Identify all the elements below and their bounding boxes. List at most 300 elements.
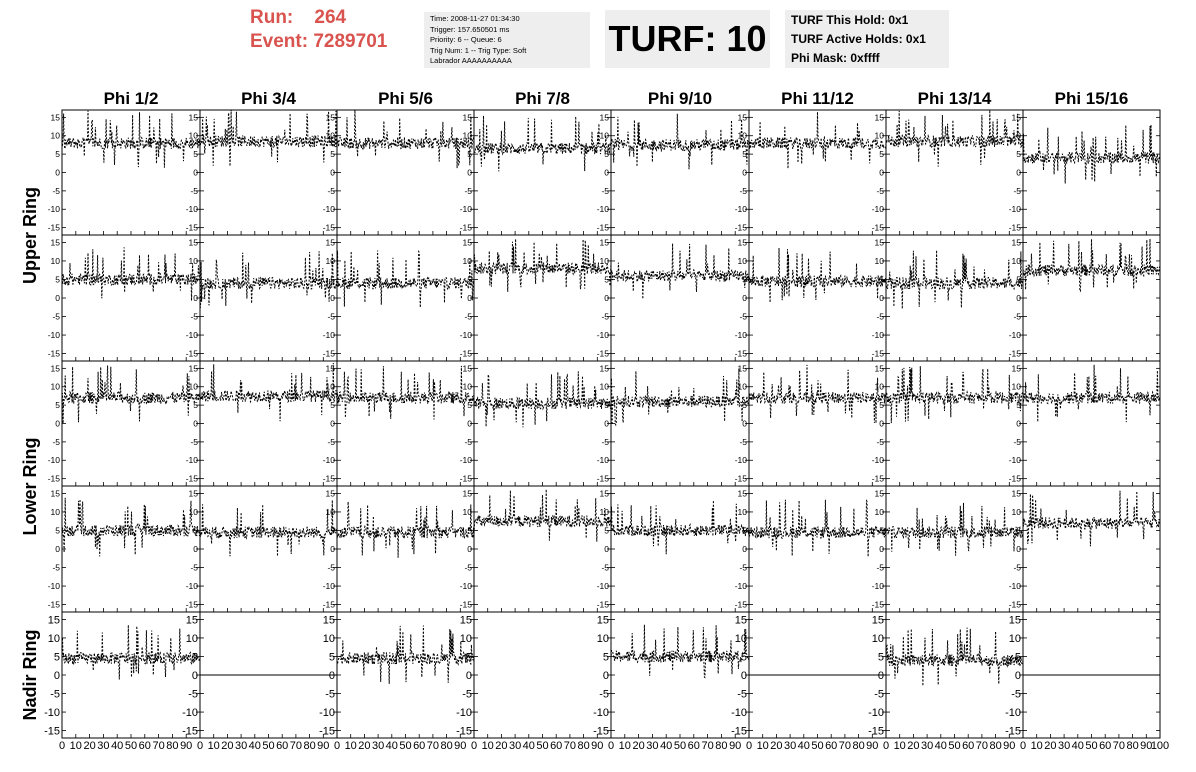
x-tick-label: 20	[83, 740, 96, 752]
y-tick-label: 10	[596, 632, 609, 645]
y-tick-label: 10	[874, 381, 884, 392]
y-tick-label: -5	[601, 185, 609, 196]
y-tick-label: 10	[737, 506, 747, 517]
y-tick-label: -5	[876, 185, 884, 196]
x-tick-label: 100	[1150, 740, 1170, 752]
x-tick-label: 60	[138, 740, 151, 752]
x-tick-label: 50	[399, 740, 412, 752]
x-tick-label: 60	[550, 740, 563, 752]
y-tick-label: 15	[325, 488, 335, 499]
waveform-line	[337, 251, 474, 308]
y-tick-label: 0	[193, 292, 198, 303]
y-tick-label: 10	[188, 130, 198, 141]
waveform-line	[474, 489, 611, 541]
y-tick-label: 10	[1011, 506, 1021, 517]
x-tick-label: 90	[729, 740, 742, 752]
y-tick-label: 0	[467, 543, 472, 554]
info-trig-num: Trig Num: 1 -- Trig Type: Soft	[430, 45, 527, 55]
y-tick-label: -5	[876, 311, 884, 322]
y-tick-label: 10	[50, 381, 60, 392]
y-tick-label: 10	[1011, 130, 1021, 141]
y-tick-label: 5	[1016, 525, 1021, 536]
x-tick-label: 0	[196, 740, 204, 752]
x-tick-label: 10	[481, 740, 494, 752]
y-tick-label: -10	[734, 330, 747, 341]
y-tick-label: 15	[50, 112, 60, 123]
y-tick-label: -15	[731, 725, 747, 738]
y-tick-label: -15	[459, 348, 472, 359]
y-tick-label: 0	[465, 669, 472, 682]
x-tick-label: 10	[618, 740, 631, 752]
y-tick-label: -10	[185, 455, 198, 466]
waveform-line	[886, 250, 1023, 308]
y-tick-label: -15	[1008, 599, 1021, 610]
y-tick-label: 10	[50, 130, 60, 141]
y-tick-label: 15	[462, 112, 472, 123]
x-tick-label: 50	[262, 740, 275, 752]
panel-frame	[62, 361, 200, 486]
y-tick-label: -10	[44, 706, 60, 719]
x-tick-label: 30	[234, 740, 248, 752]
y-tick-label: -15	[1008, 222, 1021, 233]
panel-frame	[886, 361, 1023, 486]
x-tick-label: 20	[1044, 740, 1057, 752]
y-tick-label: -15	[1008, 473, 1021, 484]
y-tick-label: -10	[185, 581, 198, 592]
y-tick-label: 15	[874, 488, 884, 499]
x-tick-label: 60	[962, 740, 975, 752]
x-tick-label: 40	[522, 740, 535, 752]
info-priority: Priority: 6 -- Queue: 6	[430, 35, 502, 44]
x-tick-label: 40	[248, 740, 261, 752]
y-tick-label: 5	[330, 525, 335, 536]
y-tick-label: -10	[596, 455, 609, 466]
y-tick-label: -10	[185, 330, 198, 341]
y-tick-label: -10	[182, 706, 198, 719]
event-value: 7289701	[313, 31, 388, 52]
y-tick-label: -10	[1008, 330, 1021, 341]
waveform-line	[337, 110, 474, 168]
x-tick-label: 40	[111, 740, 124, 752]
waveform-line	[62, 247, 200, 300]
y-tick-label: -10	[1005, 706, 1021, 719]
y-tick-label: 0	[602, 669, 609, 682]
y-tick-label: -15	[47, 348, 60, 359]
x-tick-label: 80	[852, 740, 865, 752]
y-tick-label: -10	[1008, 581, 1021, 592]
x-tick-label: 10	[893, 740, 906, 752]
y-tick-label: 10	[1008, 632, 1021, 645]
y-tick-label: -5	[601, 562, 609, 573]
x-tick-label: 70	[838, 740, 852, 752]
y-tick-label: -5	[190, 311, 198, 322]
y-tick-label: -15	[185, 473, 198, 484]
y-tick-label: -15	[734, 599, 747, 610]
y-tick-label: -5	[327, 562, 335, 573]
x-tick-label: 90	[1003, 740, 1016, 752]
x-tick-label: 20	[358, 740, 371, 752]
waveform-line	[1023, 365, 1160, 422]
y-tick-label: 0	[193, 167, 198, 178]
x-tick-label: 20	[221, 740, 234, 752]
y-tick-label: -10	[593, 706, 609, 719]
y-tick-label: -15	[459, 222, 472, 233]
y-tick-label: 0	[53, 669, 60, 682]
panel-frame	[1023, 486, 1160, 612]
y-tick-label: -5	[599, 688, 609, 701]
y-tick-label: 5	[330, 149, 335, 160]
y-tick-label: 0	[467, 292, 472, 303]
y-tick-label: 5	[193, 525, 198, 536]
y-tick-label: 10	[325, 130, 335, 141]
y-tick-label: 15	[737, 237, 747, 248]
y-tick-label: 0	[742, 292, 747, 303]
y-tick-label: -15	[459, 599, 472, 610]
x-tick-label: 80	[303, 740, 316, 752]
y-tick-label: 5	[330, 274, 335, 285]
y-tick-label: 0	[604, 543, 609, 554]
x-tick-label: 40	[660, 740, 673, 752]
y-tick-label: 5	[55, 400, 60, 411]
y-tick-label: 0	[879, 292, 884, 303]
y-tick-label: 15	[596, 614, 609, 627]
panel-frame	[749, 361, 886, 486]
y-tick-label: 15	[599, 112, 609, 123]
y-tick-label: 15	[1008, 614, 1021, 627]
y-tick-label: 15	[1011, 363, 1021, 374]
y-tick-label: 0	[1016, 543, 1021, 554]
info-time: Time: 2008-11-27 01:34:30	[430, 14, 520, 23]
y-tick-label: 10	[50, 506, 60, 517]
y-tick-label: -5	[188, 688, 198, 701]
x-tick-label: 40	[385, 740, 398, 752]
y-tick-label: 10	[734, 632, 747, 645]
y-tick-label: -10	[731, 706, 747, 719]
y-tick-label: 5	[742, 274, 747, 285]
run-label: Run:	[250, 7, 294, 28]
x-tick-label: 50	[124, 740, 138, 752]
y-tick-label: -15	[593, 725, 609, 738]
x-tick-label: 70	[289, 740, 303, 752]
y-tick-label: 0	[604, 292, 609, 303]
y-tick-label: -10	[319, 706, 335, 719]
waveform-line	[62, 111, 200, 168]
y-tick-label: 5	[879, 274, 884, 285]
y-tick-label: -5	[464, 311, 472, 322]
y-tick-label: 15	[462, 363, 472, 374]
panel-frame	[337, 361, 474, 486]
y-tick-label: -15	[734, 348, 747, 359]
y-tick-label: 15	[188, 363, 198, 374]
y-tick-label: -5	[601, 436, 609, 447]
waveform-line	[611, 625, 749, 678]
y-tick-label: -10	[322, 330, 335, 341]
y-tick-label: 10	[188, 506, 198, 517]
y-tick-label: -10	[322, 581, 335, 592]
y-tick-label: 0	[193, 418, 198, 429]
waveform-line	[749, 365, 886, 423]
y-tick-label: 15	[47, 614, 60, 627]
panel-frame	[62, 110, 200, 235]
y-tick-label: -5	[876, 562, 884, 573]
y-tick-label: -10	[459, 204, 472, 215]
phi-mask: Phi Mask: 0xffff	[791, 51, 880, 65]
y-tick-label: -5	[739, 436, 747, 447]
y-tick-label: 5	[193, 149, 198, 160]
y-tick-label: 5	[879, 525, 884, 536]
y-tick-label: -10	[596, 581, 609, 592]
x-tick-label: 80	[166, 740, 179, 752]
y-tick-label: -5	[464, 185, 472, 196]
waveform-line	[611, 114, 749, 170]
y-tick-label: 0	[742, 543, 747, 554]
waveform-line	[200, 110, 337, 167]
y-tick-label: 5	[1016, 149, 1021, 160]
x-tick-label: 50	[673, 740, 687, 752]
y-tick-label: 15	[737, 488, 747, 499]
waveform-line	[200, 251, 337, 307]
y-tick-label: -5	[1013, 311, 1021, 322]
y-tick-label: 15	[874, 363, 884, 374]
turf-value: TURF: 10	[608, 18, 767, 59]
column-title: Phi 5/6	[378, 89, 433, 108]
column-title: Phi 3/4	[241, 89, 296, 108]
y-tick-label: -15	[319, 725, 335, 738]
y-tick-label: 5	[1016, 274, 1021, 285]
y-tick-label: -15	[459, 473, 472, 484]
waveform-line	[611, 243, 749, 299]
y-tick-label: 5	[602, 651, 609, 664]
y-tick-label: 10	[462, 381, 472, 392]
y-tick-label: 10	[1011, 381, 1021, 392]
y-tick-label: 5	[604, 149, 609, 160]
y-tick-label: 15	[1011, 112, 1021, 123]
y-tick-label: 5	[879, 149, 884, 160]
x-tick-label: 10	[344, 740, 357, 752]
y-tick-label: -10	[868, 706, 884, 719]
y-tick-label: 5	[1016, 400, 1021, 411]
y-tick-label: 10	[47, 632, 60, 645]
x-tick-label: 90	[1140, 740, 1153, 752]
y-tick-label: 10	[325, 255, 335, 266]
y-tick-label: -10	[47, 581, 60, 592]
y-tick-label: 10	[737, 255, 747, 266]
x-tick-label: 20	[495, 740, 508, 752]
y-tick-label: 5	[55, 149, 60, 160]
y-tick-label: -5	[464, 436, 472, 447]
x-tick-label: 10	[1030, 740, 1043, 752]
y-tick-label: 15	[874, 237, 884, 248]
y-tick-label: -5	[1011, 688, 1021, 701]
info-trigger: Trigger: 157.650501 ms	[430, 24, 510, 34]
y-tick-label: 10	[874, 255, 884, 266]
y-tick-label: -10	[47, 330, 60, 341]
y-tick-label: 0	[604, 418, 609, 429]
x-tick-label: 50	[811, 740, 824, 752]
x-tick-label: 80	[577, 740, 590, 752]
event-label: Event:	[250, 31, 309, 52]
y-tick-label: -15	[734, 222, 747, 233]
y-tick-label: -15	[871, 599, 884, 610]
panel-frame	[1023, 361, 1160, 486]
y-tick-label: -5	[1013, 436, 1021, 447]
x-tick-label: 90	[454, 740, 467, 752]
x-tick-label: 40	[797, 740, 810, 752]
y-tick-label: 0	[328, 669, 335, 682]
waveform-line	[749, 500, 886, 557]
y-tick-label: -15	[871, 348, 884, 359]
y-tick-label: 5	[604, 400, 609, 411]
y-tick-label: 0	[55, 418, 60, 429]
x-tick-label: 60	[1099, 740, 1112, 752]
waveform-line	[1023, 491, 1160, 547]
y-tick-label: 15	[462, 488, 472, 499]
waveform-line	[1023, 239, 1160, 291]
y-tick-label: 15	[185, 614, 198, 627]
column-title: Phi 7/8	[515, 89, 570, 108]
x-tick-label: 80	[1126, 740, 1139, 752]
x-tick-label: 70	[426, 740, 440, 752]
panel-frame	[611, 612, 749, 738]
y-tick-label: 10	[874, 130, 884, 141]
row-label: Lower Ring	[20, 437, 40, 536]
y-tick-label: -10	[734, 581, 747, 592]
y-tick-label: -5	[1013, 562, 1021, 573]
y-tick-label: 10	[188, 255, 198, 266]
x-tick-label: 20	[770, 740, 783, 752]
waveform-line	[749, 112, 886, 169]
y-tick-label: 5	[467, 525, 472, 536]
y-tick-label: 0	[467, 418, 472, 429]
y-tick-label: 5	[465, 651, 472, 664]
y-tick-label: -5	[327, 185, 335, 196]
x-tick-label: 70	[152, 740, 165, 752]
panel-frame	[611, 110, 749, 235]
y-tick-label: 15	[188, 237, 198, 248]
y-tick-label: 0	[742, 167, 747, 178]
run-value: 264	[314, 7, 347, 28]
y-tick-label: 5	[328, 651, 335, 664]
row-label: Upper Ring	[20, 187, 40, 284]
y-tick-label: -10	[322, 455, 335, 466]
y-tick-label: 0	[879, 418, 884, 429]
y-tick-label: 5	[53, 651, 60, 664]
x-tick-label: 50	[948, 740, 961, 752]
y-tick-label: -5	[739, 311, 747, 322]
y-tick-label: -15	[47, 599, 60, 610]
y-tick-label: 0	[879, 167, 884, 178]
y-tick-label: 5	[742, 149, 747, 160]
y-tick-label: -5	[464, 562, 472, 573]
y-tick-label: 5	[877, 651, 884, 664]
y-tick-label: 0	[191, 669, 198, 682]
y-tick-label: -5	[876, 436, 884, 447]
y-tick-label: 0	[330, 292, 335, 303]
y-tick-label: 5	[604, 274, 609, 285]
y-tick-label: 5	[467, 149, 472, 160]
y-tick-label: 5	[193, 400, 198, 411]
x-tick-label: 10	[756, 740, 769, 752]
panel-frame	[200, 110, 337, 235]
y-tick-label: -15	[47, 473, 60, 484]
y-tick-label: 5	[879, 400, 884, 411]
y-tick-label: 10	[871, 632, 884, 645]
y-tick-label: 0	[604, 167, 609, 178]
y-tick-label: 15	[188, 488, 198, 499]
y-tick-label: 10	[325, 506, 335, 517]
x-tick-label: 30	[371, 740, 385, 752]
y-tick-label: 15	[1011, 488, 1021, 499]
y-tick-label: -15	[596, 348, 609, 359]
y-tick-label: -15	[47, 222, 60, 233]
y-tick-label: 0	[330, 418, 335, 429]
y-tick-label: -10	[871, 330, 884, 341]
y-tick-label: 5	[740, 651, 747, 664]
y-tick-label: 10	[874, 506, 884, 517]
y-tick-label: -10	[871, 581, 884, 592]
x-tick-label: 60	[276, 740, 289, 752]
y-tick-label: 10	[737, 381, 747, 392]
y-tick-label: 10	[599, 506, 609, 517]
y-tick-label: -15	[734, 473, 747, 484]
x-tick-label: 0	[470, 740, 478, 752]
panel-frame	[474, 612, 611, 738]
y-tick-label: -5	[52, 185, 60, 196]
y-tick-label: 0	[1016, 167, 1021, 178]
x-tick-label: 40	[1071, 740, 1084, 752]
column-title: Phi 11/12	[781, 89, 854, 108]
y-tick-label: -10	[322, 204, 335, 215]
x-tick-label: 60	[825, 740, 838, 752]
waveform-line	[62, 366, 200, 424]
y-tick-label: -10	[47, 204, 60, 215]
y-tick-label: 5	[467, 400, 472, 411]
y-tick-label: 15	[462, 237, 472, 248]
y-tick-label: 0	[1016, 418, 1021, 429]
panel-frame	[886, 486, 1023, 612]
y-tick-label: 5	[193, 274, 198, 285]
y-tick-label: 5	[330, 400, 335, 411]
y-tick-label: -5	[325, 688, 335, 701]
y-tick-label: 15	[734, 614, 747, 627]
x-tick-label: 90	[180, 740, 193, 752]
y-tick-label: -5	[739, 185, 747, 196]
y-tick-label: 10	[462, 506, 472, 517]
y-tick-label: -15	[44, 725, 60, 738]
y-tick-label: -10	[459, 455, 472, 466]
y-tick-label: -15	[871, 473, 884, 484]
y-tick-label: -10	[456, 706, 472, 719]
y-tick-label: -5	[327, 436, 335, 447]
panel-frame	[474, 235, 611, 361]
panel-frame	[62, 235, 200, 361]
y-tick-label: -15	[185, 222, 198, 233]
panel-frame	[886, 612, 1023, 738]
panel-frame	[1023, 110, 1160, 235]
x-tick-label: 80	[715, 740, 728, 752]
waveform-line	[474, 371, 611, 427]
y-tick-label: -5	[190, 562, 198, 573]
panel-frame	[474, 361, 611, 486]
y-tick-label: -10	[871, 204, 884, 215]
x-tick-label: 0	[1019, 740, 1027, 752]
x-tick-label: 30	[646, 740, 659, 752]
y-tick-label: -5	[462, 688, 472, 701]
y-tick-label: 15	[737, 112, 747, 123]
y-tick-label: 0	[879, 543, 884, 554]
x-tick-label: 30	[783, 740, 797, 752]
x-tick-label: 0	[882, 740, 890, 752]
